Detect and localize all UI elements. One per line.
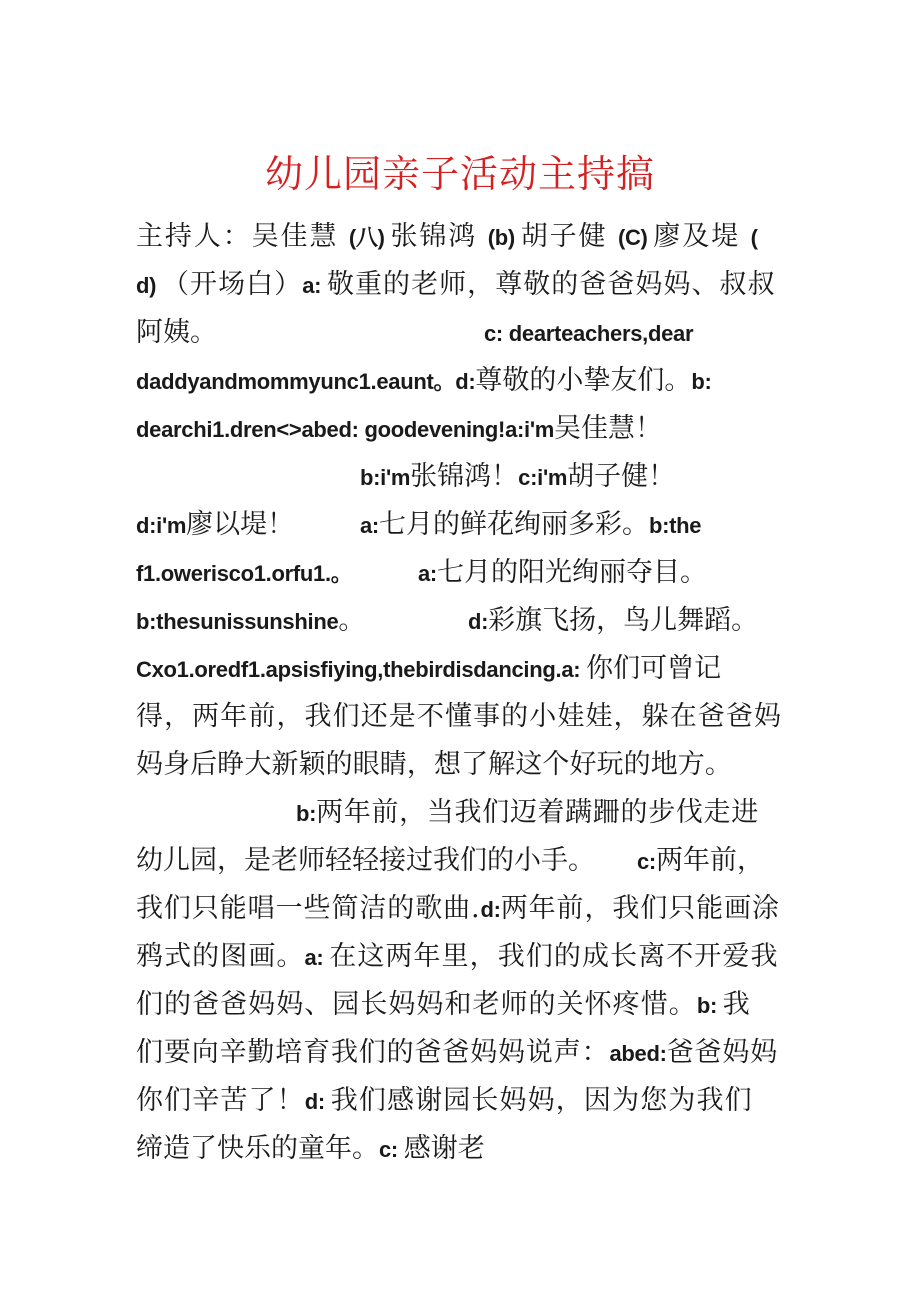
chinese-text-run: 爸爸妈妈 <box>666 1037 779 1068</box>
latin-text-run: daddyandmommyunc1.eaunt。d: <box>136 369 476 394</box>
document-title: 幼儿园亲子活动主持搞 <box>264 152 655 196</box>
chinese-text-run: 幼儿园，是老师轻轻接过我们的小手。 <box>136 845 595 876</box>
chinese-text-run: 我们只能唱一些简洁的歌曲. <box>136 893 481 924</box>
chinese-text-run: 妈身后睁大新颖的眼睛，想了解这个好玩的地方。 <box>136 749 732 780</box>
chinese-text-run: 胡子健 <box>520 221 618 252</box>
latin-text-run: b:thesunissunshine <box>136 609 339 634</box>
text-line <box>136 409 662 449</box>
latin-text-run: d: <box>480 897 501 922</box>
latin-text-run: c:i'm <box>518 465 568 490</box>
latin-text-run: b: <box>296 801 317 826</box>
text-line <box>136 361 712 401</box>
chinese-text-run: 们要向辛勤培育我们的爸爸妈妈说声： <box>136 1037 610 1068</box>
chinese-text-run: （开场白） <box>161 269 303 300</box>
latin-text-run: a: <box>304 945 330 970</box>
chinese-text-run: 两年前，我们只能画涂 <box>500 893 780 924</box>
chinese-text-run: 张锦鸿！ <box>410 461 519 492</box>
text-line <box>136 889 780 929</box>
text-line <box>136 841 595 881</box>
text-line <box>136 217 758 257</box>
latin-text-run: ( <box>750 225 758 250</box>
chinese-text-run: 阿姨。 <box>136 317 217 348</box>
latin-text-run: c: dearteachers,dear <box>484 321 694 346</box>
text-line <box>360 457 675 497</box>
latin-text-run: abed: <box>609 1041 667 1066</box>
text-line <box>136 1033 778 1073</box>
latin-text-run: d) <box>136 273 162 298</box>
text-line <box>296 793 759 833</box>
chinese-text-run: 你们可曾记 <box>586 653 722 684</box>
chinese-text-run: 张锦鸿 <box>390 221 488 252</box>
text-line <box>136 265 776 305</box>
text-line <box>136 697 782 737</box>
text-line <box>136 745 732 785</box>
latin-text-run: c: <box>379 1137 404 1162</box>
latin-text-run: d: <box>468 609 489 634</box>
chinese-text-run: 我 <box>722 989 751 1020</box>
chinese-text-run: 缔造了快乐的童年。 <box>136 1133 379 1164</box>
latin-text-run: a: <box>302 273 327 298</box>
chinese-text-run: 们的爸爸妈妈、园长妈妈和老师的关怀疼惜。 <box>136 989 697 1020</box>
chinese-text-run: 主持人：吴佳慧 <box>136 221 349 252</box>
latin-text-run: d:i'm <box>136 513 187 538</box>
latin-text-run: (b) <box>487 225 521 250</box>
latin-text-run: b:i'm <box>360 465 411 490</box>
latin-text-run: b: <box>691 369 712 394</box>
latin-text-run: Cxo1.oredf1.apsisfiying,thebirdisdancing.a: <box>136 657 587 682</box>
chinese-text-run: 廖以堤！ <box>186 509 295 540</box>
text-line <box>136 505 294 545</box>
chinese-text-run: 感谢老 <box>403 1133 485 1164</box>
text-line <box>136 649 721 689</box>
chinese-text-run: 敬重的老师，尊敬的爸爸妈妈、叔叔 <box>326 269 776 300</box>
latin-text-run: (C) <box>617 225 654 250</box>
chinese-text-run: 在这两年里，我们的成长离不开爱我 <box>329 941 779 972</box>
chinese-text-run: 吴佳慧！ <box>554 413 663 444</box>
text-line <box>136 937 779 977</box>
chinese-text-run: 彩旗飞扬，鸟儿舞蹈。 <box>488 605 759 636</box>
chinese-text-run: 廖及堤 <box>653 221 751 252</box>
chinese-text-run: 七月的阳光绚丽夺目。 <box>436 557 707 588</box>
text-line <box>136 553 353 593</box>
chinese-text-run: 胡子健！ <box>567 461 676 492</box>
chinese-text-run: 得，两年前，我们还是不懂事的小娃娃，躲在爸爸妈 <box>136 701 783 732</box>
chinese-text-run: 。 <box>338 605 366 636</box>
latin-text-run: b:the <box>648 513 702 538</box>
text-line <box>484 313 693 353</box>
chinese-text-run: 两年前， <box>655 845 764 876</box>
text-line <box>136 601 365 641</box>
text-line <box>136 1129 485 1169</box>
latin-text-run: d: <box>304 1089 331 1114</box>
latin-text-run: a: <box>418 561 437 586</box>
chinese-text-run: 两年前，当我们迈着蹒跚的步伐走进 <box>316 797 759 828</box>
text-line <box>136 313 217 353</box>
latin-text-run: f1.owerisco1.orfu1.。 <box>136 561 353 586</box>
latin-text-run: c: <box>637 849 656 874</box>
text-line <box>360 505 701 545</box>
text-line <box>468 601 758 641</box>
chinese-text-run: 七月的鲜花绚丽多彩。 <box>378 509 649 540</box>
latin-text-run: dearchi1.dren<>abed: goodevening!a:i'm <box>136 417 555 442</box>
chinese-text-run: 尊敬的小挚友们。 <box>475 365 692 396</box>
text-line <box>136 985 751 1025</box>
latin-text-run: (八) <box>348 225 391 250</box>
chinese-text-run: 我们感谢园长妈妈，因为您为我们 <box>330 1085 753 1116</box>
latin-text-run: b: <box>696 993 723 1018</box>
text-line <box>418 553 707 593</box>
text-line <box>136 1081 753 1121</box>
chinese-text-run: 鸦式的图画。 <box>136 941 305 972</box>
chinese-text-run: 你们辛苦了！ <box>136 1085 305 1116</box>
latin-text-run: a: <box>360 513 379 538</box>
text-line <box>637 841 764 881</box>
